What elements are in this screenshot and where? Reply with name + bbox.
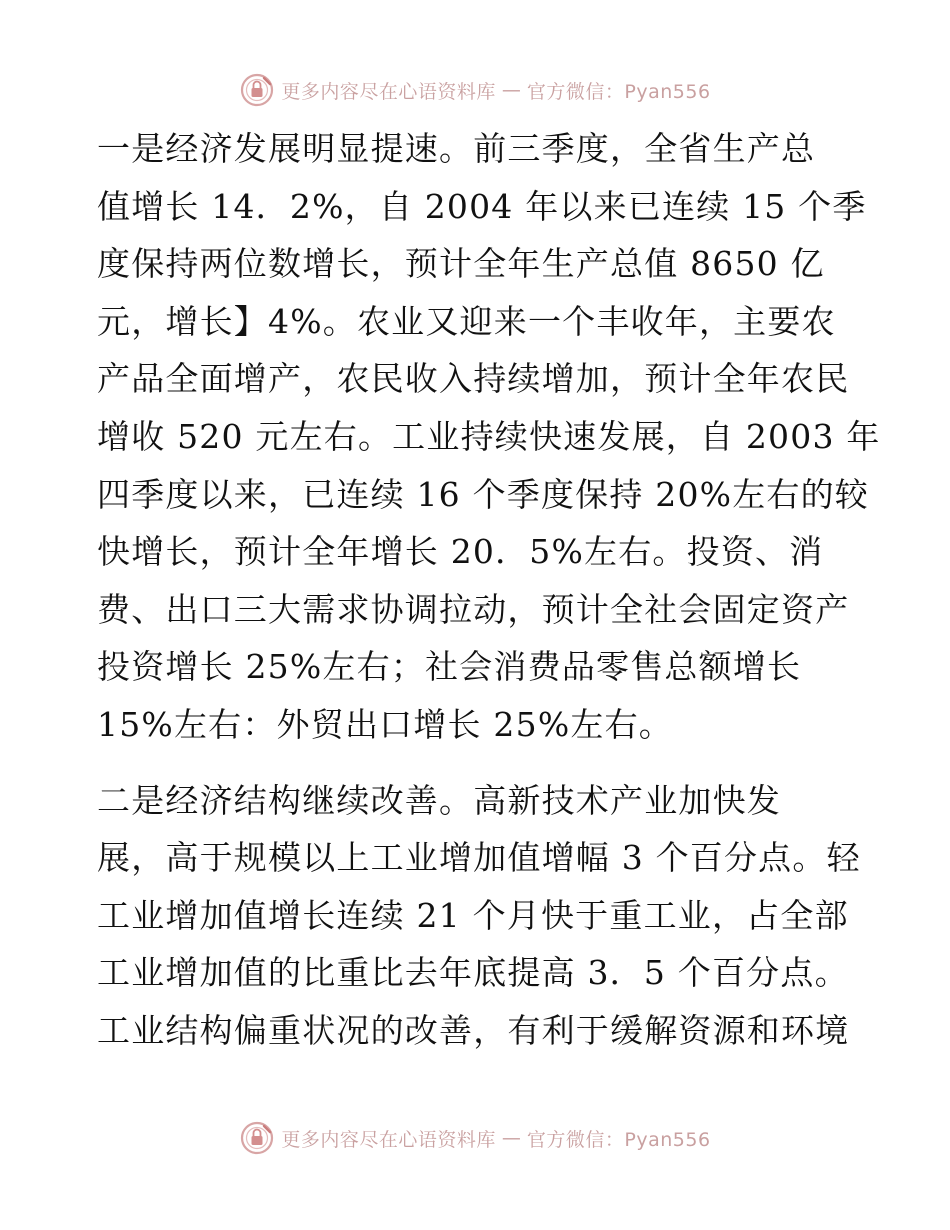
text-line: 快增长，预计全年增长 20．5%左右。投资、消 [97, 532, 824, 572]
text-line: 值增长 14．2%，自 2004 年以来已连续 15 个季 [97, 186, 867, 226]
text-line: 工业增加值增长连续 21 个月快于重工业，占全部 [97, 895, 849, 935]
paragraph-spacer [97, 754, 857, 772]
banner-wechat-id: 官方微信：Pyan556 [526, 1128, 711, 1151]
banner-site-name: 更多内容尽在心语资料库 [281, 80, 496, 103]
banner-site-name: 更多内容尽在心语资料库 [281, 1128, 496, 1151]
text-line: 二是经济结构继续改善。高新技术产业加快发 [97, 780, 781, 820]
text-line: 投资增长 25%左右；社会消费品零售总额增长 [97, 647, 802, 687]
text-line: 元，增长】4%。农业又迎来一个丰收年，主要农 [97, 301, 836, 341]
lock-seal-icon [239, 72, 275, 108]
text-line: 展，高于规模以上工业增加值增幅 3 个百分点。轻 [97, 838, 861, 878]
banner-separator: — [501, 79, 521, 101]
paragraph-economic-growth [97, 120, 881, 754]
text-line: 工业结构偏重状况的改善，有利于缓解资源和环境 [97, 1010, 850, 1050]
lock-seal-icon [239, 1120, 275, 1156]
header-watermark-banner [0, 70, 950, 110]
document-body [97, 120, 881, 1060]
text-line: 四季度以来，已连续 16 个季度保持 20%左右的较 [97, 474, 870, 514]
text-line: 15%左右：外贸出口增长 25%左右。 [97, 704, 673, 744]
text-line: 一是经济发展明显提速。前三季度，全省生产总 [97, 129, 816, 168]
banner-separator: — [501, 1127, 521, 1149]
banner-wechat-id: 官方微信：Pyan556 [526, 80, 711, 103]
text-line: 产品全面增产，农民收入持续增加，预计全年农民 [97, 359, 850, 399]
text-line: 度保持两位数增长，预计全年生产总值 8650 亿 [97, 244, 825, 284]
text-line: 工业增加值的比重比去年底提高 3．5 个百分点。 [97, 953, 849, 993]
text-line: 增收 520 元左右。工业持续快速发展，自 2003 年 [97, 416, 881, 456]
footer-watermark-banner [0, 1118, 950, 1158]
text-line: 费、出口三大需求协调拉动，预计全社会固定资产 [97, 589, 850, 629]
paragraph-economic-structure [97, 772, 861, 1060]
